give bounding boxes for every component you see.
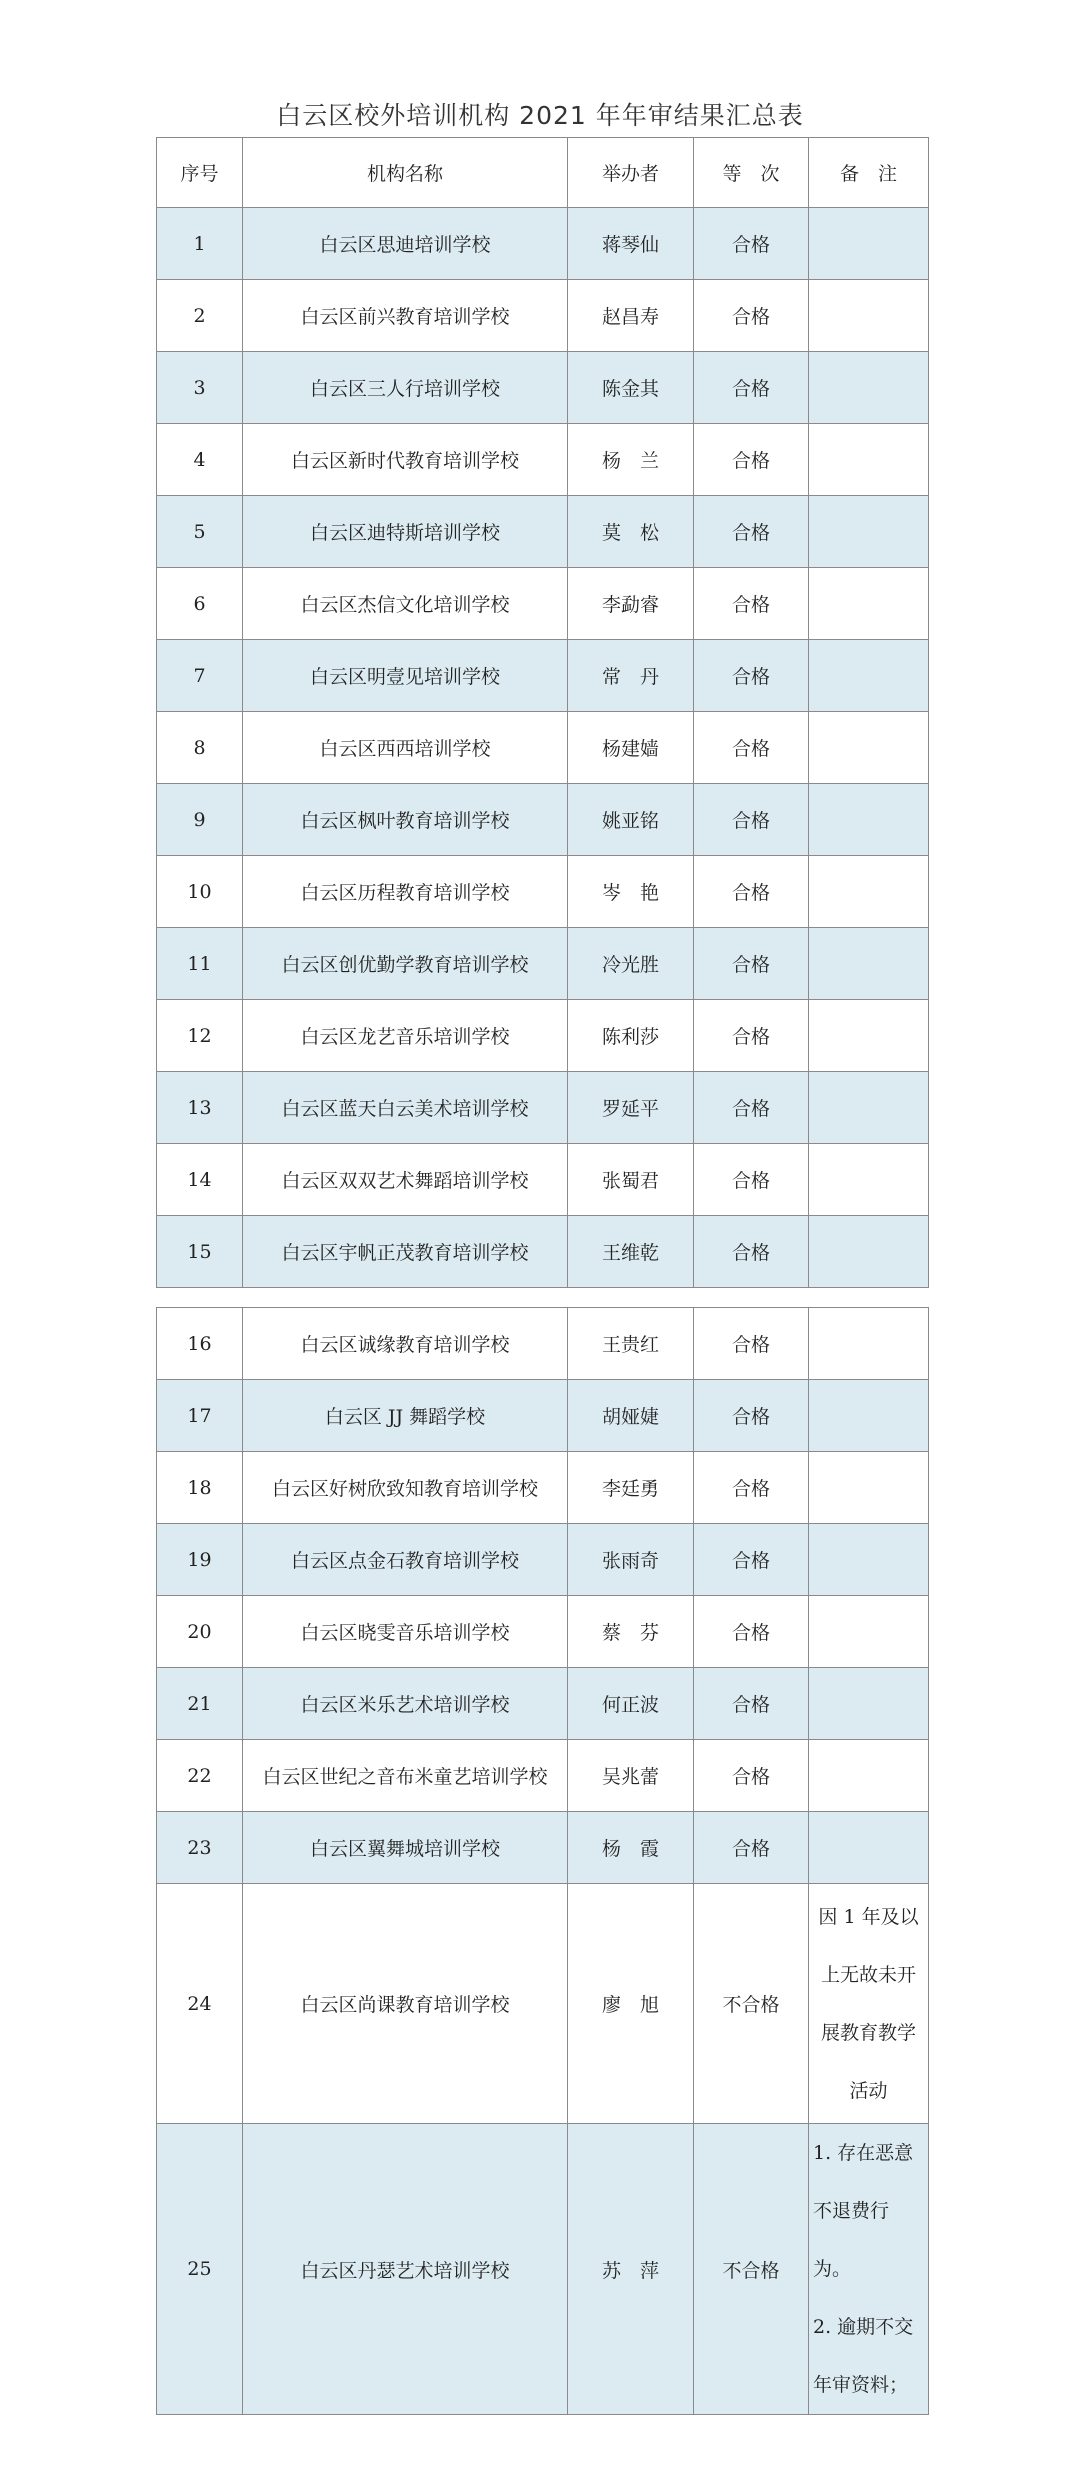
institution-name: 白云区三人行培训学校 — [243, 352, 568, 424]
remark-cell — [809, 280, 929, 352]
remark-line: 2. 逾期不交 — [813, 2316, 914, 2338]
remark-cell — [809, 1884, 929, 2124]
organizer-name: 李勐睿 — [568, 568, 694, 640]
organizer-name: 廖 旭 — [568, 1884, 694, 2124]
institution-name: 白云区宇帆正茂教育培训学校 — [243, 1216, 568, 1288]
institution-name: 白云区晓雯音乐培训学校 — [243, 1596, 568, 1668]
review-grade: 合格 — [694, 1596, 809, 1668]
header-name: 机构名称 — [243, 138, 568, 208]
institution-name: 白云区翼舞城培训学校 — [243, 1812, 568, 1884]
row-index: 16 — [157, 1308, 243, 1380]
table-row — [157, 1884, 929, 2124]
table-row — [157, 1812, 929, 1884]
row-index: 10 — [157, 856, 243, 928]
institution-name: 白云区诚缘教育培训学校 — [243, 1308, 568, 1380]
table-row — [157, 1596, 929, 1668]
remark-cell — [809, 424, 929, 496]
review-grade: 合格 — [694, 712, 809, 784]
table-row — [157, 568, 929, 640]
organizer-name: 罗延平 — [568, 1072, 694, 1144]
row-index: 21 — [157, 1668, 243, 1740]
institution-name: 白云区历程教育培训学校 — [243, 856, 568, 928]
review-grade: 合格 — [694, 1144, 809, 1216]
review-grade: 合格 — [694, 1380, 809, 1452]
organizer-name: 陈利莎 — [568, 1000, 694, 1072]
header-remark: 备 注 — [809, 138, 929, 208]
organizer-name: 赵昌寿 — [568, 280, 694, 352]
row-index: 15 — [157, 1216, 243, 1288]
remark-cell — [809, 352, 929, 424]
organizer-name: 李廷勇 — [568, 1452, 694, 1524]
organizer-name: 杨 霞 — [568, 1812, 694, 1884]
review-grade: 合格 — [694, 1812, 809, 1884]
table-row — [157, 640, 929, 712]
remark-cell — [809, 784, 929, 856]
row-index: 25 — [157, 2124, 243, 2415]
remark-cell — [809, 712, 929, 784]
remark-cell — [809, 1216, 929, 1288]
organizer-name: 蒋琴仙 — [568, 208, 694, 280]
remark-cell — [809, 856, 929, 928]
review-grade: 合格 — [694, 1000, 809, 1072]
table-row — [157, 1740, 929, 1812]
organizer-name: 岑 艳 — [568, 856, 694, 928]
institution-name: 白云区好树欣致知教育培训学校 — [243, 1452, 568, 1524]
remark-line: 1. 存在恶意 — [813, 2142, 914, 2164]
organizer-name: 吴兆蕾 — [568, 1740, 694, 1812]
table-row — [157, 1524, 929, 1596]
row-index: 1 — [157, 208, 243, 280]
institution-name: 白云区世纪之音布米童艺培训学校 — [243, 1740, 568, 1812]
remark-cell — [809, 1524, 929, 1596]
organizer-name: 冷光胜 — [568, 928, 694, 1000]
row-index: 22 — [157, 1740, 243, 1812]
header-grade: 等 次 — [694, 138, 809, 208]
institution-name: 白云区龙艺音乐培训学校 — [243, 1000, 568, 1072]
institution-name: 白云区丹瑟艺术培训学校 — [243, 2124, 568, 2415]
institution-name: 白云区创优勤学教育培训学校 — [243, 928, 568, 1000]
row-index: 6 — [157, 568, 243, 640]
table-row — [157, 1000, 929, 1072]
institution-name: 白云区蓝天白云美术培训学校 — [243, 1072, 568, 1144]
table-row — [157, 928, 929, 1000]
review-grade: 不合格 — [694, 1884, 809, 2124]
review-grade: 合格 — [694, 424, 809, 496]
institution-name: 白云区尚课教育培训学校 — [243, 1884, 568, 2124]
remark-cell — [809, 1740, 929, 1812]
row-index: 13 — [157, 1072, 243, 1144]
results-table-part2 — [156, 1307, 929, 2415]
review-grade: 合格 — [694, 496, 809, 568]
table-row — [157, 1452, 929, 1524]
review-grade: 合格 — [694, 1308, 809, 1380]
remark-line: 因 1 年及以 — [818, 1905, 919, 1928]
row-index: 11 — [157, 928, 243, 1000]
organizer-name: 苏 萍 — [568, 2124, 694, 2415]
row-index: 2 — [157, 280, 243, 352]
table-row — [157, 2124, 929, 2415]
organizer-name: 王贵红 — [568, 1308, 694, 1380]
organizer-name: 王维乾 — [568, 1216, 694, 1288]
row-index: 19 — [157, 1524, 243, 1596]
organizer-name: 陈金其 — [568, 352, 694, 424]
table-row — [157, 352, 929, 424]
row-index: 4 — [157, 424, 243, 496]
institution-name: 白云区前兴教育培训学校 — [243, 280, 568, 352]
institution-name: 白云区 JJ 舞蹈学校 — [243, 1380, 568, 1452]
remark-cell — [809, 1144, 929, 1216]
review-grade: 合格 — [694, 280, 809, 352]
review-grade: 合格 — [694, 640, 809, 712]
row-index: 12 — [157, 1000, 243, 1072]
row-index: 8 — [157, 712, 243, 784]
remark-line: 年审资料； — [813, 2374, 909, 2396]
table-row — [157, 1668, 929, 1740]
organizer-name: 杨 兰 — [568, 424, 694, 496]
organizer-name: 蔡 芬 — [568, 1596, 694, 1668]
row-index: 14 — [157, 1144, 243, 1216]
organizer-name: 何正波 — [568, 1668, 694, 1740]
row-index: 23 — [157, 1812, 243, 1884]
table-row — [157, 784, 929, 856]
remark-cell — [809, 1668, 929, 1740]
row-index: 5 — [157, 496, 243, 568]
table-row — [157, 1380, 929, 1452]
remark-cell — [809, 568, 929, 640]
header-index: 序号 — [157, 138, 243, 208]
review-grade: 合格 — [694, 928, 809, 1000]
review-grade: 合格 — [694, 208, 809, 280]
remark-cell — [809, 640, 929, 712]
review-grade: 合格 — [694, 568, 809, 640]
page-title: 白云区校外培训机构 2021 年年审结果汇总表 — [276, 101, 804, 130]
institution-name: 白云区点金石教育培训学校 — [243, 1524, 568, 1596]
row-index: 9 — [157, 784, 243, 856]
review-grade: 合格 — [694, 1072, 809, 1144]
row-index: 7 — [157, 640, 243, 712]
review-grade: 合格 — [694, 1524, 809, 1596]
institution-name: 白云区新时代教育培训学校 — [243, 424, 568, 496]
remark-cell — [809, 1380, 929, 1452]
table-row — [157, 1144, 929, 1216]
remark-line: 展教育教学 — [820, 2021, 916, 2044]
institution-name: 白云区迪特斯培训学校 — [243, 496, 568, 568]
remark-cell — [809, 2124, 929, 2415]
review-grade: 不合格 — [694, 2124, 809, 2415]
remark-cell — [809, 1596, 929, 1668]
table-row — [157, 208, 929, 280]
review-grade: 合格 — [694, 352, 809, 424]
organizer-name: 莫 松 — [568, 496, 694, 568]
table-row — [157, 856, 929, 928]
table-row — [157, 1072, 929, 1144]
table-header-row — [157, 138, 929, 208]
remark-line: 不退费行为。 — [813, 2200, 890, 2280]
remark-cell — [809, 496, 929, 568]
organizer-name: 常 丹 — [568, 640, 694, 712]
institution-name: 白云区明壹见培训学校 — [243, 640, 568, 712]
institution-name: 白云区双双艺术舞蹈培训学校 — [243, 1144, 568, 1216]
review-grade: 合格 — [694, 856, 809, 928]
remark-line: 上无故未开 — [820, 1963, 916, 1986]
organizer-name: 杨建嫱 — [568, 712, 694, 784]
table-row — [157, 1308, 929, 1380]
remark-cell — [809, 928, 929, 1000]
review-grade: 合格 — [694, 1668, 809, 1740]
review-grade: 合格 — [694, 1452, 809, 1524]
table-row — [157, 280, 929, 352]
remark-cell — [809, 1452, 929, 1524]
review-grade: 合格 — [694, 1216, 809, 1288]
review-grade: 合格 — [694, 1740, 809, 1812]
institution-name: 白云区西西培训学校 — [243, 712, 568, 784]
institution-name: 白云区杰信文化培训学校 — [243, 568, 568, 640]
table-row — [157, 424, 929, 496]
remark-cell — [809, 1072, 929, 1144]
row-index: 20 — [157, 1596, 243, 1668]
remark-line: 活动 — [849, 2079, 888, 2102]
row-index: 3 — [157, 352, 243, 424]
organizer-name: 张蜀君 — [568, 1144, 694, 1216]
organizer-name: 姚亚铭 — [568, 784, 694, 856]
table-row — [157, 496, 929, 568]
row-index: 17 — [157, 1380, 243, 1452]
institution-name: 白云区枫叶教育培训学校 — [243, 784, 568, 856]
review-grade: 合格 — [694, 784, 809, 856]
organizer-name: 张雨奇 — [568, 1524, 694, 1596]
table-row — [157, 1216, 929, 1288]
remark-cell — [809, 208, 929, 280]
institution-name: 白云区米乐艺术培训学校 — [243, 1668, 568, 1740]
header-organizer: 举办者 — [568, 138, 694, 208]
remark-cell — [809, 1812, 929, 1884]
remark-cell — [809, 1000, 929, 1072]
row-index: 24 — [157, 1884, 243, 2124]
row-index: 18 — [157, 1452, 243, 1524]
results-table-part1 — [156, 137, 929, 1288]
remark-cell — [809, 1308, 929, 1380]
organizer-name: 胡娅婕 — [568, 1380, 694, 1452]
table-row — [157, 712, 929, 784]
institution-name: 白云区思迪培训学校 — [243, 208, 568, 280]
